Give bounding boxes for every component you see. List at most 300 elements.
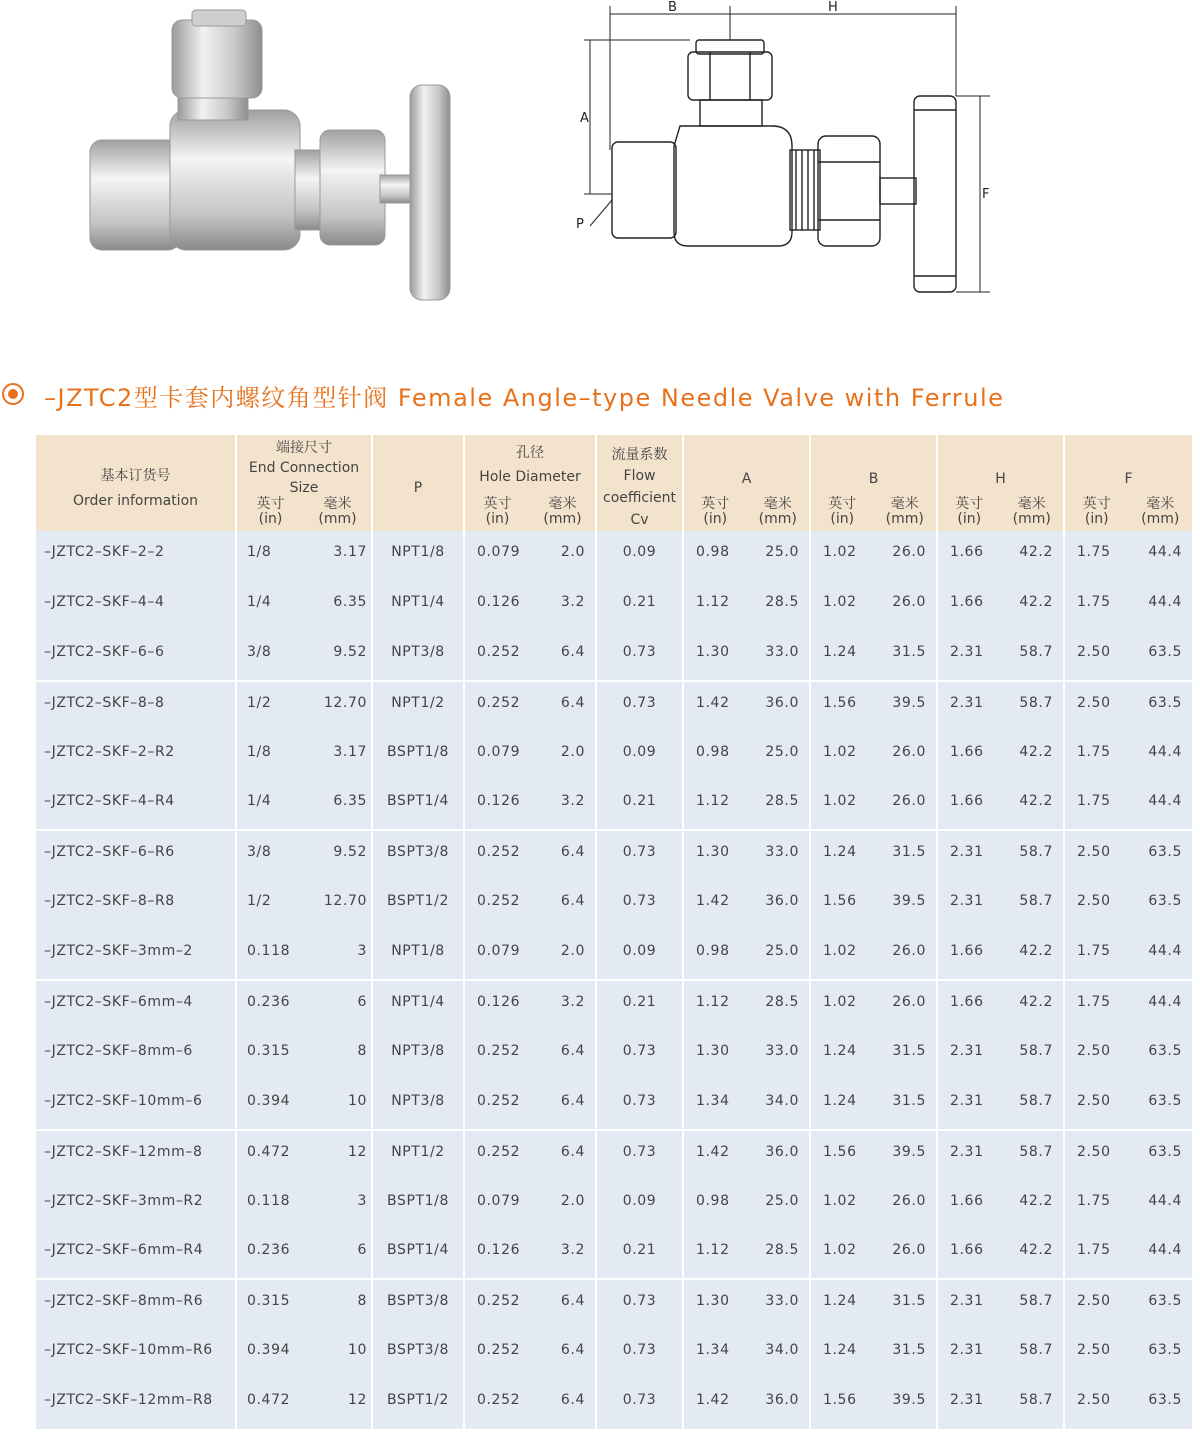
cell-a-mm: 25.0 xyxy=(765,943,799,960)
cell-end-connection-mm: 12.70 xyxy=(323,893,367,910)
cell-h-in: 2.31 xyxy=(950,1342,984,1359)
cell-f-mm: 44.4 xyxy=(1148,793,1182,810)
cell-a xyxy=(683,1229,810,1279)
cell-f xyxy=(1064,1279,1192,1329)
cell-end-connection xyxy=(236,581,372,631)
cell-b xyxy=(810,1180,937,1230)
table-row xyxy=(36,1080,1192,1130)
header-end-en2: Size xyxy=(289,480,319,496)
cell-f-in: 2.50 xyxy=(1077,1042,1111,1059)
cell-a-mm: 25.0 xyxy=(765,1192,799,1209)
table-row xyxy=(36,631,1192,681)
cell-a-mm: 25.0 xyxy=(765,544,799,560)
table-row xyxy=(36,581,1192,631)
header-end-cn: 端接尺寸 xyxy=(276,440,332,456)
spec-table xyxy=(36,435,1192,1429)
cell-b-in: 1.02 xyxy=(823,793,857,810)
table-row xyxy=(36,1229,1192,1279)
cell-hole-mm: 2.0 xyxy=(560,743,585,760)
cell-f-mm: 44.4 xyxy=(1148,544,1182,560)
cell-h-mm: 42.2 xyxy=(1019,743,1053,760)
cell-cv: 0.21 xyxy=(596,780,683,830)
cell-b xyxy=(810,780,937,830)
cell-f-in: 1.75 xyxy=(1077,743,1111,760)
cell-hole-in: 0.252 xyxy=(477,1342,521,1359)
cell-f-in: 1.75 xyxy=(1077,793,1111,810)
cell-h xyxy=(937,531,1064,581)
cell-a-in: 1.42 xyxy=(696,1392,730,1409)
cell-a xyxy=(683,1329,810,1379)
cell-h-in: 1.66 xyxy=(950,793,984,810)
cell-hole xyxy=(464,1279,596,1329)
cell-end-connection xyxy=(236,631,372,681)
table-row xyxy=(36,780,1192,830)
cell-hole xyxy=(464,1329,596,1379)
cell-a xyxy=(683,780,810,830)
cell-a-in: 1.30 xyxy=(696,1042,730,1059)
cell-cv: 0.21 xyxy=(596,1229,683,1279)
header-h xyxy=(937,435,1064,531)
cell-end-connection-mm: 8 xyxy=(357,1042,367,1059)
cell-f-mm: 44.4 xyxy=(1148,743,1182,760)
cell-h-mm: 58.7 xyxy=(1019,1293,1053,1310)
header-f-inch: 英寸 (in) xyxy=(1082,496,1111,527)
cell-f-in: 1.75 xyxy=(1077,994,1111,1011)
cell-cv: 0.21 xyxy=(596,980,683,1030)
header-b xyxy=(810,435,937,531)
cell-f-mm: 63.5 xyxy=(1148,1092,1182,1109)
cell-b-mm: 26.0 xyxy=(892,994,926,1011)
cell-a-in: 1.42 xyxy=(696,1143,730,1160)
cell-hole xyxy=(464,1379,596,1429)
valve-photo xyxy=(80,0,480,320)
cell-cv: 0.73 xyxy=(596,681,683,731)
cell-b-in: 1.24 xyxy=(823,844,857,861)
cell-f-in: 2.50 xyxy=(1077,694,1111,711)
cell-a-mm: 28.5 xyxy=(765,593,799,610)
cell-a xyxy=(683,1030,810,1080)
cell-b xyxy=(810,880,937,930)
cell-hole xyxy=(464,581,596,631)
cell-hole-mm: 6.4 xyxy=(560,1392,585,1409)
dim-label-f: F xyxy=(982,187,990,202)
cell-hole-mm: 3.2 xyxy=(560,994,585,1011)
cell-p: BSPT1/8 xyxy=(372,731,464,781)
cell-hole-in: 0.126 xyxy=(477,1242,521,1259)
cell-hole-in: 0.252 xyxy=(477,1143,521,1160)
cell-b-mm: 39.5 xyxy=(892,893,926,910)
cell-hole-mm: 6.4 xyxy=(560,694,585,711)
cell-f xyxy=(1064,1229,1192,1279)
table-row xyxy=(36,531,1192,581)
cell-b-mm: 26.0 xyxy=(892,943,926,960)
table-row xyxy=(36,830,1192,880)
cell-f-mm: 63.5 xyxy=(1148,1042,1182,1059)
cell-h xyxy=(937,1130,1064,1180)
cell-b xyxy=(810,1379,937,1429)
cell-b xyxy=(810,581,937,631)
cell-end-connection-mm: 6 xyxy=(357,1242,367,1259)
cell-hole-mm: 6.4 xyxy=(560,1092,585,1109)
cell-f-mm: 63.5 xyxy=(1148,1143,1182,1160)
cell-hole xyxy=(464,980,596,1030)
cell-f-mm: 44.4 xyxy=(1148,593,1182,610)
cell-h-mm: 42.2 xyxy=(1019,1192,1053,1209)
dim-label-a: A xyxy=(580,111,589,126)
cell-p: NPT1/8 xyxy=(372,930,464,980)
cell-b-mm: 31.5 xyxy=(892,844,926,861)
cell-b-in: 1.56 xyxy=(823,1392,857,1409)
header-f-label: F xyxy=(1124,471,1133,487)
cell-h-mm: 58.7 xyxy=(1019,893,1053,910)
dim-label-h: H xyxy=(828,0,838,15)
cell-b-in: 1.02 xyxy=(823,743,857,760)
cell-h xyxy=(937,731,1064,781)
cell-cv: 0.73 xyxy=(596,880,683,930)
cell-end-connection xyxy=(236,731,372,781)
cell-order: –JZTC2–SKF–10mm–R6 xyxy=(36,1329,236,1379)
cell-order: –JZTC2–SKF–6mm–4 xyxy=(36,980,236,1030)
dim-label-p: P xyxy=(576,217,584,232)
table-row xyxy=(36,980,1192,1030)
cell-end-connection-mm: 10 xyxy=(347,1342,367,1359)
header-order-cn: 基本订货号 xyxy=(100,468,171,484)
header-h-inch: 英寸 (in) xyxy=(955,496,984,527)
cell-end-connection-mm: 10 xyxy=(347,1092,367,1109)
cell-a xyxy=(683,581,810,631)
cell-cv: 0.73 xyxy=(596,1379,683,1429)
cell-a-mm: 36.0 xyxy=(765,893,799,910)
cell-b-in: 1.02 xyxy=(823,544,857,560)
header-cv-cn: 流量系数 xyxy=(611,447,668,463)
cell-p: NPT1/2 xyxy=(372,1130,464,1180)
cell-b-mm: 26.0 xyxy=(892,743,926,760)
header-f xyxy=(1064,435,1192,531)
cell-end-connection xyxy=(236,880,372,930)
cell-b xyxy=(810,1030,937,1080)
section-title: –JZTC2型卡套内螺纹角型针阀 Female Angle–type Needle Valve with Ferrule xyxy=(44,384,1005,412)
header-hole-mm: 毫米 (mm) xyxy=(543,496,582,527)
table-row xyxy=(36,1130,1192,1180)
cell-h xyxy=(937,880,1064,930)
cell-end-connection-mm: 3.17 xyxy=(333,743,367,760)
header-p-label: P xyxy=(413,480,423,496)
cell-end-connection-in: 0.118 xyxy=(247,943,291,960)
cell-hole-mm: 2.0 xyxy=(560,943,585,960)
header-b-mm: 毫米 (mm) xyxy=(885,496,924,527)
cell-a xyxy=(683,631,810,681)
header-cv xyxy=(596,435,683,531)
cell-end-connection xyxy=(236,1130,372,1180)
cell-h xyxy=(937,1030,1064,1080)
header-end-inch: 英寸 (in) xyxy=(256,496,285,527)
cell-b-mm: 26.0 xyxy=(892,1242,926,1259)
cell-b-mm: 31.5 xyxy=(892,1042,926,1059)
cell-b-mm: 26.0 xyxy=(892,593,926,610)
cell-end-connection-in: 0.394 xyxy=(247,1092,291,1109)
cell-f xyxy=(1064,880,1192,930)
cell-order: –JZTC2–SKF–10mm–6 xyxy=(36,1080,236,1130)
cell-a-in: 0.98 xyxy=(696,743,730,760)
cell-b-mm: 31.5 xyxy=(892,643,926,660)
cell-a xyxy=(683,1080,810,1130)
cell-end-connection-in: 0.236 xyxy=(247,1242,291,1259)
cell-end-connection-in: 1/4 xyxy=(247,793,272,810)
cell-hole xyxy=(464,1229,596,1279)
cell-b xyxy=(810,1130,937,1180)
cell-p: NPT1/8 xyxy=(372,531,464,581)
cell-b-in: 1.24 xyxy=(823,1293,857,1310)
cell-hole-in: 0.252 xyxy=(477,1042,521,1059)
cell-order: –JZTC2–SKF–2–2 xyxy=(36,531,236,581)
cell-a-in: 0.98 xyxy=(696,1192,730,1209)
cell-p: NPT1/4 xyxy=(372,980,464,1030)
cell-hole-in: 0.252 xyxy=(477,893,521,910)
cell-cv: 0.09 xyxy=(596,731,683,781)
cell-a-mm: 33.0 xyxy=(765,844,799,861)
cell-a xyxy=(683,1130,810,1180)
cell-cv: 0.09 xyxy=(596,930,683,980)
cell-hole xyxy=(464,930,596,980)
cell-f xyxy=(1064,1080,1192,1130)
cell-hole-in: 0.252 xyxy=(477,844,521,861)
cell-cv: 0.73 xyxy=(596,830,683,880)
cell-cv: 0.09 xyxy=(596,1180,683,1230)
cell-b xyxy=(810,731,937,781)
cell-hole-in: 0.252 xyxy=(477,1293,521,1310)
cell-p: NPT1/4 xyxy=(372,581,464,631)
cell-order: –JZTC2–SKF–6–6 xyxy=(36,631,236,681)
dim-label-b: B xyxy=(668,0,677,15)
cell-h xyxy=(937,1180,1064,1230)
header-a xyxy=(683,435,810,531)
cell-b-in: 1.02 xyxy=(823,943,857,960)
header-order-en: Order information xyxy=(72,493,199,509)
cell-hole-in: 0.126 xyxy=(477,793,521,810)
cell-hole xyxy=(464,631,596,681)
cell-f xyxy=(1064,1180,1192,1230)
table-row xyxy=(36,1279,1192,1329)
cell-f xyxy=(1064,780,1192,830)
cell-a-mm: 25.0 xyxy=(765,743,799,760)
cell-order: –JZTC2–SKF–3mm–R2 xyxy=(36,1180,236,1230)
cell-a-mm: 36.0 xyxy=(765,1143,799,1160)
cell-hole-mm: 3.2 xyxy=(560,1242,585,1259)
cell-hole-mm: 6.4 xyxy=(560,1342,585,1359)
table-row xyxy=(36,1379,1192,1429)
table-row xyxy=(36,731,1192,781)
cell-cv: 0.73 xyxy=(596,1130,683,1180)
cell-h-mm: 58.7 xyxy=(1019,1042,1053,1059)
table-row xyxy=(36,1030,1192,1080)
header-cv-en1: Flow xyxy=(623,468,656,484)
cell-f xyxy=(1064,731,1192,781)
cell-p: BSPT1/4 xyxy=(372,780,464,830)
cell-a-in: 1.42 xyxy=(696,893,730,910)
cell-end-connection-mm: 12 xyxy=(347,1392,367,1409)
cell-hole xyxy=(464,1180,596,1230)
cell-a-mm: 33.0 xyxy=(765,1293,799,1310)
cell-f xyxy=(1064,1379,1192,1429)
cell-end-connection-in: 0.315 xyxy=(247,1042,291,1059)
cell-b xyxy=(810,531,937,581)
cell-b-mm: 31.5 xyxy=(892,1092,926,1109)
cell-h-in: 1.66 xyxy=(950,743,984,760)
table-row xyxy=(36,880,1192,930)
cell-f-mm: 63.5 xyxy=(1148,1293,1182,1310)
cell-hole-mm: 6.4 xyxy=(560,643,585,660)
cell-a-in: 0.98 xyxy=(696,943,730,960)
cell-order: –JZTC2–SKF–4–4 xyxy=(36,581,236,631)
cell-end-connection xyxy=(236,1180,372,1230)
cell-end-connection-mm: 9.52 xyxy=(333,844,367,861)
cell-hole-in: 0.079 xyxy=(477,1192,521,1209)
cell-b-mm: 39.5 xyxy=(892,694,926,711)
cell-b-in: 1.56 xyxy=(823,1143,857,1160)
cell-b-in: 1.02 xyxy=(823,1192,857,1209)
header-h-label: H xyxy=(995,471,1006,487)
cell-h xyxy=(937,1329,1064,1379)
cell-p: NPT3/8 xyxy=(372,1080,464,1130)
cell-h-in: 2.31 xyxy=(950,1143,984,1160)
dimension-drawing xyxy=(560,0,1000,320)
cell-end-connection-mm: 12.70 xyxy=(323,694,367,711)
cell-h-in: 1.66 xyxy=(950,1192,984,1209)
cell-a xyxy=(683,1379,810,1429)
cell-f-mm: 63.5 xyxy=(1148,1392,1182,1409)
cell-a xyxy=(683,830,810,880)
cell-hole xyxy=(464,880,596,930)
cell-end-connection-in: 0.315 xyxy=(247,1293,291,1310)
cell-a-in: 1.34 xyxy=(696,1342,730,1359)
cell-b-in: 1.02 xyxy=(823,994,857,1011)
table-header-row xyxy=(36,435,1192,531)
cell-a-in: 1.12 xyxy=(696,994,730,1011)
cell-a-mm: 36.0 xyxy=(765,1392,799,1409)
cell-b-in: 1.24 xyxy=(823,643,857,660)
cell-a-mm: 33.0 xyxy=(765,643,799,660)
cell-f-in: 1.75 xyxy=(1077,1192,1111,1209)
cell-a-mm: 33.0 xyxy=(765,1042,799,1059)
cell-h-mm: 42.2 xyxy=(1019,943,1053,960)
cell-h-mm: 42.2 xyxy=(1019,593,1053,610)
cell-b-in: 1.02 xyxy=(823,1242,857,1259)
cell-f-in: 2.50 xyxy=(1077,1342,1111,1359)
cell-hole-mm: 6.4 xyxy=(560,1042,585,1059)
cell-h xyxy=(937,930,1064,980)
cell-end-connection xyxy=(236,681,372,731)
cell-h-in: 1.66 xyxy=(950,943,984,960)
cell-order: –JZTC2–SKF–6mm–R4 xyxy=(36,1229,236,1279)
cell-hole-mm: 6.4 xyxy=(560,893,585,910)
cell-f xyxy=(1064,1030,1192,1080)
cell-a-in: 1.30 xyxy=(696,643,730,660)
cell-hole xyxy=(464,681,596,731)
cell-end-connection xyxy=(236,830,372,880)
cell-f-in: 2.50 xyxy=(1077,844,1111,861)
cell-b-mm: 26.0 xyxy=(892,544,926,560)
cell-hole-mm: 3.2 xyxy=(560,593,585,610)
cell-b xyxy=(810,1229,937,1279)
cell-f-mm: 63.5 xyxy=(1148,643,1182,660)
table-row xyxy=(36,681,1192,731)
cell-hole-in: 0.252 xyxy=(477,694,521,711)
cell-f-mm: 63.5 xyxy=(1148,1342,1182,1359)
cell-order: –JZTC2–SKF–2–R2 xyxy=(36,731,236,781)
cell-hole-in: 0.126 xyxy=(477,593,521,610)
cell-a xyxy=(683,880,810,930)
cell-end-connection-mm: 12 xyxy=(347,1143,367,1160)
cell-end-connection xyxy=(236,1030,372,1080)
header-h-mm: 毫米 (mm) xyxy=(1012,496,1051,527)
cell-hole-mm: 3.2 xyxy=(560,793,585,810)
cell-a-in: 1.42 xyxy=(696,694,730,711)
cell-p: BSPT3/8 xyxy=(372,1329,464,1379)
cell-h-mm: 58.7 xyxy=(1019,694,1053,711)
cell-hole-mm: 2.0 xyxy=(560,544,585,560)
cell-hole-in: 0.252 xyxy=(477,643,521,660)
cell-h-mm: 58.7 xyxy=(1019,844,1053,861)
cell-f-mm: 63.5 xyxy=(1148,844,1182,861)
cell-b-in: 1.24 xyxy=(823,1092,857,1109)
cell-f-in: 2.50 xyxy=(1077,1392,1111,1409)
header-order xyxy=(36,435,236,531)
cell-end-connection-in: 1/2 xyxy=(247,694,272,711)
cell-h-in: 2.31 xyxy=(950,1392,984,1409)
table-row xyxy=(36,1329,1192,1379)
cell-a-in: 1.12 xyxy=(696,593,730,610)
cell-h-mm: 58.7 xyxy=(1019,1392,1053,1409)
cell-a-in: 1.34 xyxy=(696,1092,730,1109)
cell-cv: 0.73 xyxy=(596,1030,683,1080)
cell-a-mm: 28.5 xyxy=(765,1242,799,1259)
cell-h-in: 2.31 xyxy=(950,893,984,910)
cell-b xyxy=(810,1279,937,1329)
cell-end-connection xyxy=(236,1229,372,1279)
header-b-inch: 英寸 (in) xyxy=(828,496,857,527)
cell-f xyxy=(1064,531,1192,581)
cell-b-in: 1.02 xyxy=(823,593,857,610)
cell-end-connection xyxy=(236,1379,372,1429)
cell-h-in: 1.66 xyxy=(950,593,984,610)
cell-a-mm: 28.5 xyxy=(765,793,799,810)
cell-f xyxy=(1064,930,1192,980)
header-b-label: B xyxy=(868,471,879,487)
cell-h-mm: 58.7 xyxy=(1019,1143,1053,1160)
cell-h-mm: 58.7 xyxy=(1019,643,1053,660)
cell-order: –JZTC2–SKF–3mm–2 xyxy=(36,930,236,980)
cell-b-mm: 26.0 xyxy=(892,1192,926,1209)
cell-h-mm: 58.7 xyxy=(1019,1342,1053,1359)
cell-h xyxy=(937,581,1064,631)
cell-f-in: 1.75 xyxy=(1077,593,1111,610)
cell-cv: 0.73 xyxy=(596,1329,683,1379)
cell-hole-in: 0.079 xyxy=(477,743,521,760)
cell-f-in: 2.50 xyxy=(1077,1293,1111,1310)
cell-p: NPT1/2 xyxy=(372,681,464,731)
cell-hole xyxy=(464,1080,596,1130)
cell-b-in: 1.56 xyxy=(823,893,857,910)
cell-b-in: 1.24 xyxy=(823,1342,857,1359)
cell-p: BSPT1/8 xyxy=(372,1180,464,1230)
cell-hole-mm: 6.4 xyxy=(560,1293,585,1310)
cell-p: BSPT3/8 xyxy=(372,830,464,880)
cell-end-connection xyxy=(236,930,372,980)
cell-hole-in: 0.126 xyxy=(477,994,521,1011)
cell-f-mm: 63.5 xyxy=(1148,694,1182,711)
cell-b-mm: 26.0 xyxy=(892,793,926,810)
cell-h-in: 2.31 xyxy=(950,694,984,711)
